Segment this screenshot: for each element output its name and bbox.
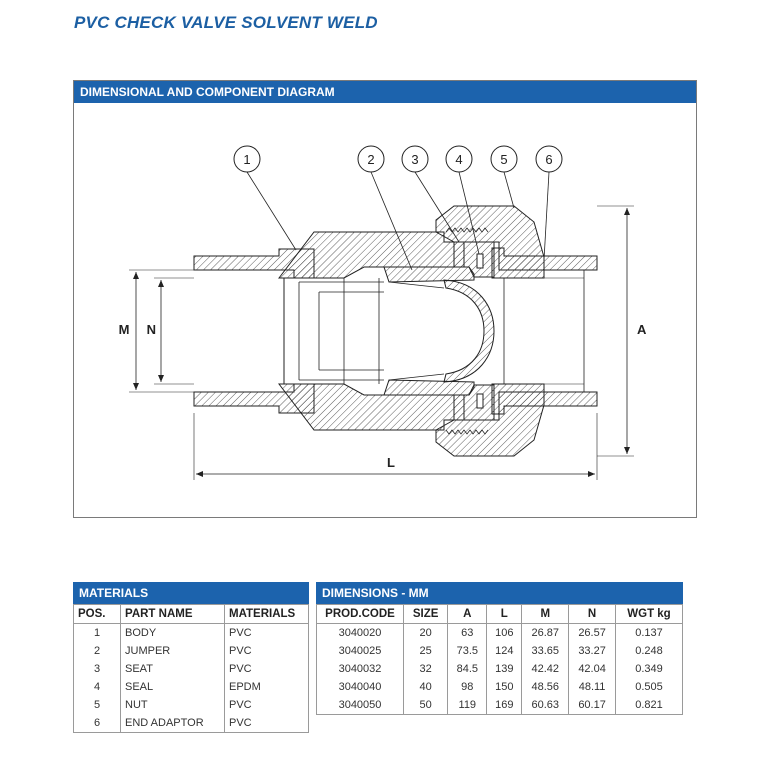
dim-a-label: A xyxy=(637,322,647,337)
materials-table-panel xyxy=(73,582,309,733)
size-cell: 40 xyxy=(404,678,448,696)
dimensions-header: DIMENSIONS - MM xyxy=(316,582,683,604)
materials-col-part-name: PART NAME xyxy=(121,605,225,624)
l-cell: 106 xyxy=(487,624,522,643)
m-cell: 48.56 xyxy=(522,678,569,696)
table-row xyxy=(317,660,683,678)
size-cell: 20 xyxy=(404,624,448,643)
wgt-cell: 0.137 xyxy=(616,624,683,643)
callout-6-label: 6 xyxy=(545,152,553,167)
callout-4-label: 4 xyxy=(455,152,463,167)
table-row xyxy=(317,642,683,660)
valve-cross-section-drawing xyxy=(74,102,696,517)
dims-col-l: L xyxy=(487,605,522,624)
material-cell: PVC xyxy=(225,624,309,643)
part-name-cell: END ADAPTOR xyxy=(121,714,225,733)
wgt-cell: 0.821 xyxy=(616,696,683,715)
pos-cell: 3 xyxy=(74,660,121,678)
prod-code-cell: 3040020 xyxy=(317,624,404,643)
table-row xyxy=(74,696,309,714)
jumper-lower xyxy=(384,380,474,395)
jumper-dome xyxy=(444,280,494,382)
dims-col-a: A xyxy=(448,605,487,624)
dim-l-label: L xyxy=(387,455,395,470)
dim-m-label: M xyxy=(118,322,130,337)
n-cell: 60.17 xyxy=(569,696,616,715)
callout-3 xyxy=(402,146,428,172)
n-cell: 26.57 xyxy=(569,624,616,643)
n-cell: 33.27 xyxy=(569,642,616,660)
diagram-header: DIMENSIONAL AND COMPONENT DIAGRAM xyxy=(74,81,696,103)
dims-col-size: SIZE xyxy=(404,605,448,624)
part-name-cell: SEAT xyxy=(121,660,225,678)
seal-upper xyxy=(477,254,483,268)
n-cell: 42.04 xyxy=(569,660,616,678)
callout-1 xyxy=(234,146,260,172)
jumper-upper xyxy=(384,267,474,282)
l-cell: 139 xyxy=(487,660,522,678)
size-cell: 32 xyxy=(404,660,448,678)
callout-3-label: 3 xyxy=(411,152,419,167)
m-cell: 26.87 xyxy=(522,624,569,643)
l-cell: 169 xyxy=(487,696,522,715)
diagram-panel xyxy=(73,80,697,518)
dims-col-n: N xyxy=(569,605,616,624)
callout-1-label: 1 xyxy=(243,152,251,167)
dims-col-prod-code: PROD.CODE xyxy=(317,605,404,624)
page-title: PVC CHECK VALVE SOLVENT WELD xyxy=(74,13,378,32)
size-cell: 25 xyxy=(404,642,448,660)
a-cell: 73.5 xyxy=(448,642,487,660)
wgt-cell: 0.349 xyxy=(616,660,683,678)
materials-table xyxy=(73,604,309,733)
dim-n-label: N xyxy=(146,322,156,337)
a-cell: 98 xyxy=(448,678,487,696)
callout-4 xyxy=(446,146,472,172)
material-cell: PVC xyxy=(225,642,309,660)
part-name-cell: NUT xyxy=(121,696,225,714)
m-cell: 33.65 xyxy=(522,642,569,660)
m-cell: 42.42 xyxy=(522,660,569,678)
pos-cell: 4 xyxy=(74,678,121,696)
materials-header: MATERIALS xyxy=(73,582,309,604)
material-cell: PVC xyxy=(225,660,309,678)
dimensions-table xyxy=(316,604,683,715)
size-cell: 50 xyxy=(404,696,448,715)
seal-lower xyxy=(477,394,483,408)
l-cell: 124 xyxy=(487,642,522,660)
table-row xyxy=(74,642,309,660)
table-row xyxy=(317,678,683,696)
prod-code-cell: 3040032 xyxy=(317,660,404,678)
dims-col-m: M xyxy=(522,605,569,624)
m-cell: 60.63 xyxy=(522,696,569,715)
prod-code-cell: 3040025 xyxy=(317,642,404,660)
callout-2-label: 2 xyxy=(367,152,375,167)
table-row xyxy=(74,678,309,696)
dimensions-table-panel xyxy=(316,582,683,715)
pos-cell: 6 xyxy=(74,714,121,733)
pos-cell: 5 xyxy=(74,696,121,714)
table-row xyxy=(74,624,309,643)
part-name-cell: JUMPER xyxy=(121,642,225,660)
dims-col-wgt: WGT kg xyxy=(616,605,683,624)
material-cell: PVC xyxy=(225,714,309,733)
pos-cell: 2 xyxy=(74,642,121,660)
l-cell: 150 xyxy=(487,678,522,696)
pos-cell: 1 xyxy=(74,624,121,643)
table-row xyxy=(317,624,683,643)
callout-5 xyxy=(491,146,517,172)
table-row xyxy=(74,660,309,678)
a-cell: 119 xyxy=(448,696,487,715)
wgt-cell: 0.248 xyxy=(616,642,683,660)
materials-col-materials: MATERIALS xyxy=(225,605,309,624)
part-name-cell: SEAL xyxy=(121,678,225,696)
prod-code-cell: 3040040 xyxy=(317,678,404,696)
part-name-cell: BODY xyxy=(121,624,225,643)
wgt-cell: 0.505 xyxy=(616,678,683,696)
material-cell: EPDM xyxy=(225,678,309,696)
material-cell: PVC xyxy=(225,696,309,714)
n-cell: 48.11 xyxy=(569,678,616,696)
callout-2 xyxy=(358,146,384,172)
materials-col-pos: POS. xyxy=(74,605,121,624)
table-row xyxy=(317,696,683,715)
callout-5-label: 5 xyxy=(500,152,508,167)
a-cell: 84.5 xyxy=(448,660,487,678)
a-cell: 63 xyxy=(448,624,487,643)
prod-code-cell: 3040050 xyxy=(317,696,404,715)
table-row xyxy=(74,714,309,733)
callout-6 xyxy=(536,146,562,172)
